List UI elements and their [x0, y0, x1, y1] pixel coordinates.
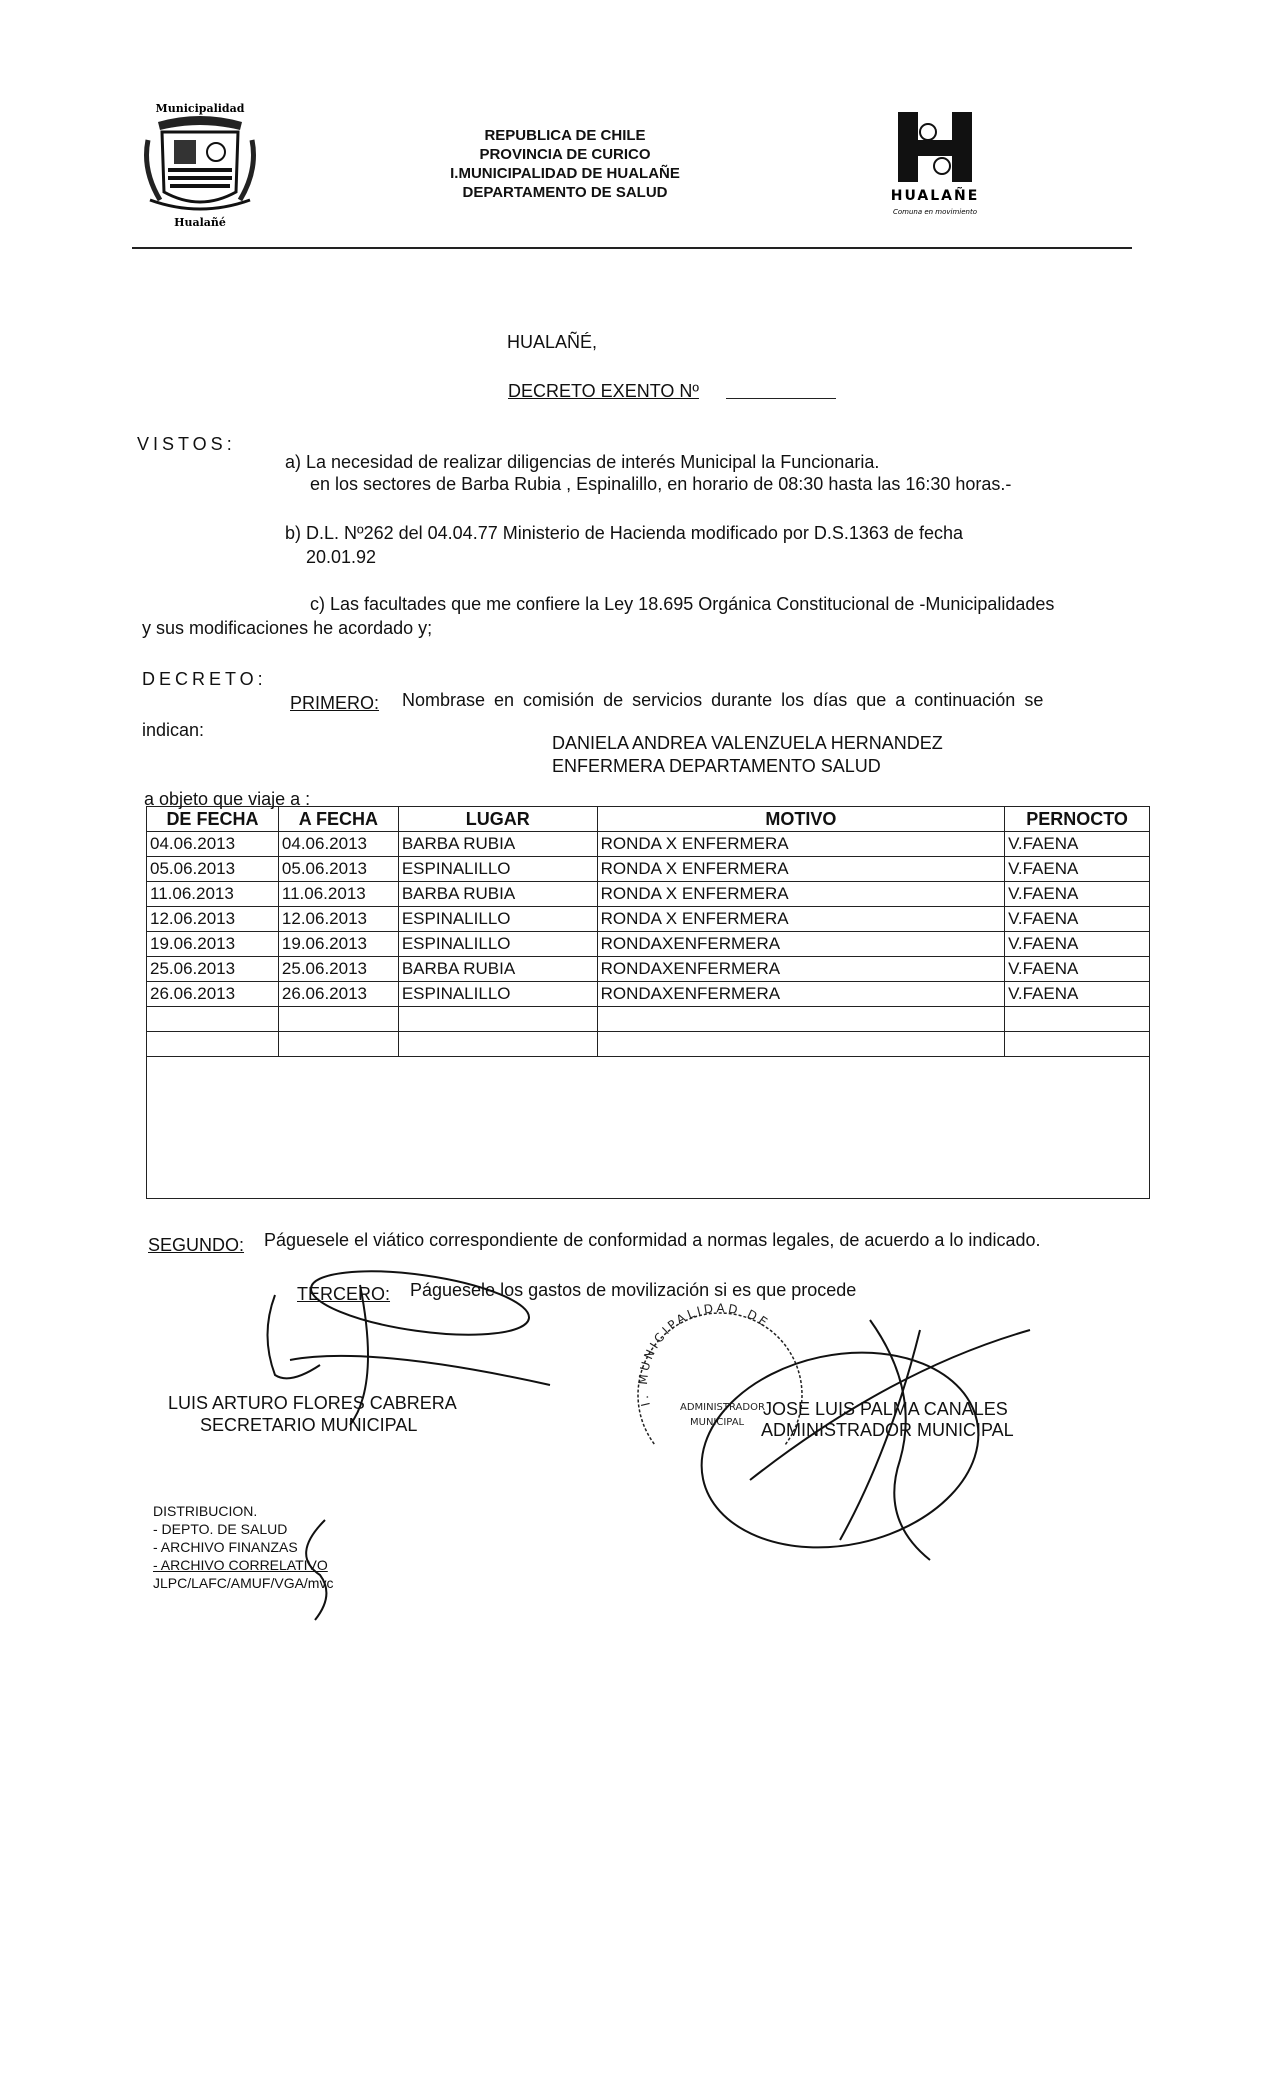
table-row	[147, 882, 1150, 907]
col-a-fecha: A FECHA	[278, 807, 398, 832]
crest-bottom-text: Hualañé	[174, 216, 226, 229]
cell-de-fecha: 19.06.2013	[147, 932, 279, 957]
cell-de-fecha: 12.06.2013	[147, 907, 279, 932]
employee-name: DANIELA ANDREA VALENZUELA HERNANDEZ	[552, 733, 943, 753]
vistos-a-line1: a) La necesidad de realizar diligencias de interés Municipal la Funcionaria.	[285, 452, 880, 472]
cell-pernocto: V.FAENA	[1005, 857, 1150, 882]
cell-lugar: ESPINALILLO	[398, 857, 597, 882]
cell-a-fecha: 19.06.2013	[278, 932, 398, 957]
cell-lugar: ESPINALILLO	[398, 932, 597, 957]
header-line-republica: REPUBLICA DE CHILE	[484, 127, 646, 144]
left-signer-name: LUIS ARTURO FLORES CABRERA	[168, 1393, 457, 1413]
cell-de-fecha	[147, 1032, 279, 1057]
cell-motivo: RONDA X ENFERMERA	[597, 882, 1004, 907]
table-row	[147, 857, 1150, 882]
logo-tagline: Comuna en movimiento	[892, 208, 978, 216]
cell-de-fecha: 11.06.2013	[147, 882, 279, 907]
travel-table	[146, 806, 1150, 1057]
header-line-provincia: PROVINCIA DE CURICO	[479, 146, 651, 163]
cell-a-fecha: 04.06.2013	[278, 832, 398, 857]
col-lugar: LUGAR	[398, 807, 597, 832]
cell-a-fecha: 26.06.2013	[278, 982, 398, 1007]
decreto-label: DECRETO:	[142, 669, 267, 689]
cell-pernocto: V.FAENA	[1005, 907, 1150, 932]
cell-a-fecha: 05.06.2013	[278, 857, 398, 882]
table-row	[147, 907, 1150, 932]
table-row	[147, 957, 1150, 982]
col-motivo: MOTIVO	[597, 807, 1004, 832]
header-line-municipalidad: I.MUNICIPALIDAD DE HUALAÑE	[450, 165, 680, 182]
segundo-text: Páguesele el viático correspondiente de conformidad a normas legales, de acuerdo a lo indicado.	[264, 1230, 1041, 1250]
cell-motivo: RONDA X ENFERMERA	[597, 857, 1004, 882]
cell-pernocto	[1005, 1007, 1150, 1032]
right-signer-name: JOSE LUIS PALMA CANALES	[763, 1399, 1008, 1419]
cell-pernocto	[1005, 1032, 1150, 1057]
cell-de-fecha	[147, 1007, 279, 1032]
vistos-b-line2: 20.01.92	[306, 547, 377, 567]
decree-number-label: DECRETO EXENTO Nº	[508, 381, 699, 401]
cell-pernocto: V.FAENA	[1005, 882, 1150, 907]
table-row	[147, 832, 1150, 857]
cell-pernocto: V.FAENA	[1005, 982, 1150, 1007]
vistos-c-line2: y sus modificaciones he acordado y;	[142, 618, 433, 638]
cell-motivo	[597, 1032, 1004, 1057]
cell-lugar: BARBA RUBIA	[398, 882, 597, 907]
cell-lugar	[398, 1032, 597, 1057]
crest-top-text: Municipalidad	[155, 102, 245, 115]
cell-pernocto: V.FAENA	[1005, 957, 1150, 982]
cell-motivo: RONDA X ENFERMERA	[597, 907, 1004, 932]
tercero-label: TERCERO:	[297, 1284, 391, 1304]
place-text: HUALAÑÉ,	[507, 332, 598, 352]
distribution-title: DISTRIBUCION.	[153, 1503, 258, 1519]
logo-name: HUALAÑE	[890, 188, 980, 204]
cell-motivo: RONDAXENFERMERA	[597, 982, 1004, 1007]
cell-a-fecha	[278, 1032, 398, 1057]
col-de-fecha: DE FECHA	[147, 807, 279, 832]
stamp-center-line2: MUNICIPAL	[690, 1417, 745, 1428]
distribution-item: - ARCHIVO FINANZAS	[153, 1539, 298, 1555]
vistos-a-line2: en los sectores de Barba Rubia , Espinalillo, en horario de 08:30 hasta las 16:30 horas.-	[310, 474, 1012, 494]
cell-motivo: RONDAXENFERMERA	[597, 957, 1004, 982]
table-row	[147, 982, 1150, 1007]
header-line-departamento: DEPARTAMENTO DE SALUD	[462, 184, 668, 201]
distribution-item: - DEPTO. DE SALUD	[153, 1521, 288, 1537]
cell-lugar	[398, 1007, 597, 1032]
cell-motivo: RONDAXENFERMERA	[597, 932, 1004, 957]
vistos-b-line1: b) D.L. Nº262 del 04.04.77 Ministerio de Hacienda modificado por D.S.1363 de fecha	[285, 523, 963, 543]
cell-de-fecha: 26.06.2013	[147, 982, 279, 1007]
cell-pernocto: V.FAENA	[1005, 932, 1150, 957]
vistos-label: VISTOS:	[137, 434, 236, 454]
cell-a-fecha	[278, 1007, 398, 1032]
cell-lugar: ESPINALILLO	[398, 982, 597, 1007]
table-row	[147, 1007, 1150, 1032]
segundo-label: SEGUNDO:	[148, 1235, 245, 1255]
primero-continuation: indican:	[142, 720, 205, 740]
cell-de-fecha: 05.06.2013	[147, 857, 279, 882]
cell-lugar: BARBA RUBIA	[398, 957, 597, 982]
cell-motivo: RONDA X ENFERMERA	[597, 832, 1004, 857]
tercero-text: Páguesele los gastos de movilización si es que procede	[410, 1280, 857, 1300]
right-signer-title: ADMINISTRADOR MUNICIPAL	[761, 1420, 1014, 1440]
cell-a-fecha: 25.06.2013	[278, 957, 398, 982]
svg-text:I. MUNICIPALIDAD DE: I. MUNICIPALIDAD DE	[635, 1301, 773, 1408]
table-row	[147, 1032, 1150, 1057]
table-header-row	[147, 807, 1150, 832]
primero-label: PRIMERO:	[290, 693, 380, 713]
stamp-center-line1: ADMINISTRADOR	[680, 1402, 765, 1413]
cell-a-fecha: 12.06.2013	[278, 907, 398, 932]
distribution-item: - ARCHIVO CORRELATIVO	[153, 1557, 328, 1573]
header-divider	[132, 247, 1132, 249]
vistos-c-line1: c) Las facultades que me confiere la Ley 18.695 Orgánica Constitucional de -Municipalidades	[310, 594, 1055, 614]
cell-a-fecha: 11.06.2013	[278, 882, 398, 907]
employee-role: ENFERMERA DEPARTAMENTO SALUD	[552, 756, 881, 776]
cell-lugar: ESPINALILLO	[398, 907, 597, 932]
cell-pernocto: V.FAENA	[1005, 832, 1150, 857]
objeto-text: a objeto que viaje a :	[144, 789, 311, 809]
col-pernocto: PERNOCTO	[1005, 807, 1150, 832]
cell-de-fecha: 04.06.2013	[147, 832, 279, 857]
hualane-logo	[870, 108, 1000, 218]
cell-motivo	[597, 1007, 1004, 1032]
primero-text: Nombrase en comisión de servicios durante los días que a continuación se	[402, 690, 1044, 710]
distribution-initials: JLPC/LAFC/AMUF/VGA/mvc	[153, 1575, 334, 1591]
municipal-crest-logo	[140, 100, 260, 230]
left-signer-title: SECRETARIO MUNICIPAL	[200, 1415, 418, 1435]
table-row	[147, 932, 1150, 957]
cell-de-fecha: 25.06.2013	[147, 957, 279, 982]
document-header	[400, 126, 730, 202]
decree-number-blank	[726, 398, 836, 399]
cell-lugar: BARBA RUBIA	[398, 832, 597, 857]
